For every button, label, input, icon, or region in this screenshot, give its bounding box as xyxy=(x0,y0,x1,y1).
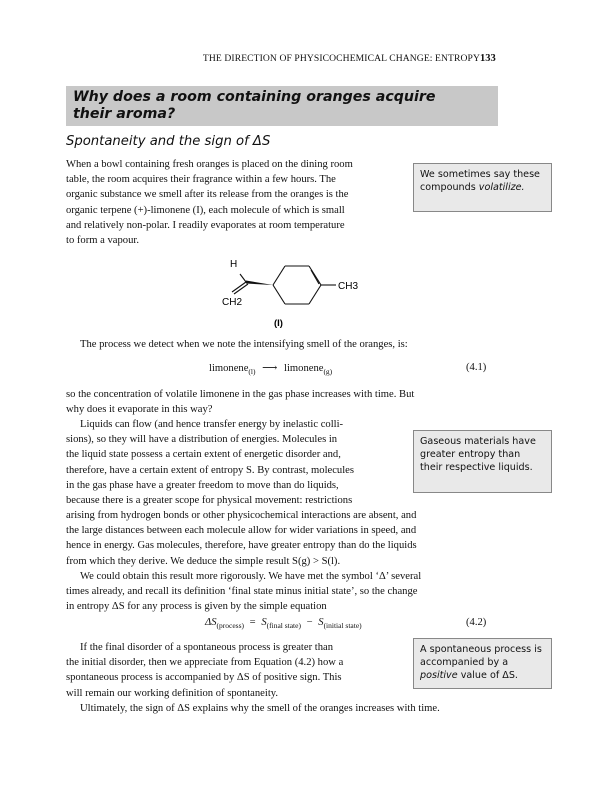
text-line: hence in energy. Gas molecules, therefore, have greater entropy than do the liquids xyxy=(66,540,417,552)
text-line: from which they derive. We deduce the simple result S(g) > S(l). xyxy=(66,555,341,567)
paragraph-4-continued xyxy=(66,508,498,569)
eq1-right-sub: (g) xyxy=(323,367,333,377)
text-line: When a bowl containing fresh oranges is placed on the dining room xyxy=(66,159,353,170)
eq2-lhs: ΔS xyxy=(205,617,217,628)
text-line: the large distances between each molecule allow for wider variations in speed, and xyxy=(66,525,417,537)
text-line: so the concentration of volatile limonene in the gas phase increases with time. But xyxy=(66,389,415,400)
margin-note-gaseous-entropy: Gaseous materials have greater entropy than their respective liquids. xyxy=(413,430,552,493)
paragraph-1 xyxy=(66,157,404,248)
text-line: organic terpene (+)-limonene (I), each molecule of which is small xyxy=(66,204,345,216)
text-line: table, the room acquires their fragrance within a few hours. The xyxy=(66,174,336,186)
text-line: We could obtain this result more rigorously. We have met the symbol ‘Δ’ several xyxy=(80,571,422,582)
atom-label-ch3: CH3 xyxy=(338,281,359,292)
text-line: why does it evaporate in this way? xyxy=(66,404,213,416)
margin-note-text: A spontaneous process is accompanied by a xyxy=(420,644,542,669)
margin-note-emphasis: volatilize. xyxy=(478,182,525,194)
eq2-equals: = xyxy=(249,617,256,628)
paragraph-7: Ultimately, the sign of ΔS explains why the smell of the oranges increases with time. xyxy=(80,703,440,714)
running-head: THE DIRECTION OF PHYSICOCHEMICAL CHANGE: ENTROPY xyxy=(202,53,480,64)
paragraph-2: The process we detect when we note the intensifying smell of the oranges, is: xyxy=(80,339,408,350)
text-line: arising from hydrogen bonds or other physicochemical interactions are absent, and xyxy=(66,510,417,521)
text-line: organic substance we smell after its release from the oranges is the xyxy=(66,189,349,201)
text-line: in the gas phase have a greater freedom to move than do liquids, xyxy=(66,479,339,491)
text-line: will remain our working definition of spontaneity. xyxy=(66,687,279,699)
text-line: sions), so they will have a distribution of energies. Molecules in xyxy=(66,434,338,446)
margin-note-spontaneous xyxy=(413,638,552,689)
equation-4-1 xyxy=(209,362,332,376)
eq2-s-final-sub: (final state) xyxy=(266,621,301,631)
section-title xyxy=(73,89,453,123)
eq1-left-sub: (l) xyxy=(248,367,256,377)
text-line: the liquid state possess a certain extent of energetic disorder and, xyxy=(66,449,341,461)
eq2-minus: − xyxy=(306,617,313,628)
text-line: because there is a greater scope for physical movement: restrictions xyxy=(66,495,353,507)
text-line: to form a vapour. xyxy=(66,235,139,247)
page-number: 133 xyxy=(480,53,496,64)
text-line: spontaneous process is accompanied by ΔS of positive sign. This xyxy=(66,672,342,684)
text-line: Liquids can flow (and hence transfer energy by inelastic colli- xyxy=(80,419,344,430)
eq2-lhs-sub: (process) xyxy=(216,621,245,631)
equation-4-2 xyxy=(205,617,362,630)
section-title-line-1: Why does a room containing oranges acquire xyxy=(73,89,436,105)
subheading: Spontaneity and the sign of ΔS xyxy=(66,134,271,149)
eq1-right: limonene xyxy=(284,363,324,374)
eq2-s-initial-sub: (initial state) xyxy=(323,621,362,631)
eq2-s-initial: S xyxy=(318,617,324,628)
text-line: and relatively non-polar. I readily evaporates at room temperature xyxy=(66,219,345,231)
paragraph-4 xyxy=(66,417,404,508)
text-line: therefore, have a certain extent of entropy S. By contrast, molecules xyxy=(66,464,354,476)
limonene-structure xyxy=(190,252,370,332)
equation-4-1-number: (4.1) xyxy=(466,362,487,373)
text-line: If the final disorder of a spontaneous process is greater than xyxy=(80,642,333,653)
paragraph-5 xyxy=(66,569,498,615)
eq1-left: limonene xyxy=(209,363,249,374)
section-title-box xyxy=(66,86,498,126)
eq1-arrow: ⟶ xyxy=(262,363,278,374)
section-title-line-2: their aroma? xyxy=(73,106,176,122)
atom-label-ch2: CH2 xyxy=(222,297,243,308)
equation-4-2-number: (4.2) xyxy=(466,617,487,628)
atom-label-h: H xyxy=(230,259,238,270)
margin-note-text: value of ΔS. xyxy=(460,670,518,682)
structure-caption: (I) xyxy=(274,318,283,329)
text-line: in entropy ΔS for any process is given by the simple equation xyxy=(66,601,327,613)
text-line: times already, and recall its definition ‘final state minus initial state’, so the change xyxy=(66,586,418,598)
text-line: the initial disorder, then we appreciate from Equation (4.2) how a xyxy=(66,657,344,669)
margin-note-volatilize xyxy=(413,163,552,212)
eq2-s-final: S xyxy=(261,617,267,628)
margin-note-emphasis: positive xyxy=(420,670,458,682)
margin-note-text: We sometimes say these compounds xyxy=(420,169,540,194)
paragraph-6 xyxy=(66,640,404,701)
paragraph-3 xyxy=(66,387,498,417)
